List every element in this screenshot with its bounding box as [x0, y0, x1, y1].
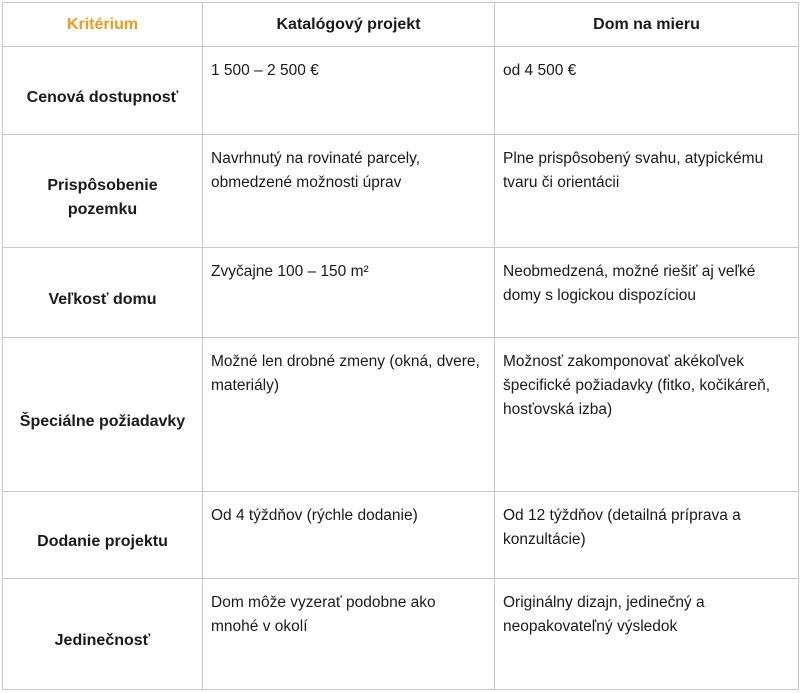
row-catalog-value: Zvyčajne 100 – 150 m² — [203, 248, 495, 338]
row-custom-value: Neobmedzená, možné riešiť aj veľké domy s logickou dispozíciou — [495, 248, 799, 338]
row-custom-value: Možnosť zakomponovať akékoľvek špecifické požiadavky (fitko, kočikáreň, hosťovská izba) — [495, 338, 799, 492]
row-catalog-value: Dom môže vyzerať podobne ako mnohé v okolí — [203, 579, 495, 690]
row-custom-value: od 4 500 € — [495, 47, 799, 135]
row-criterion: Cenová dostupnosť — [3, 47, 203, 135]
comparison-table — [2, 2, 799, 690]
row-catalog-value: Navrhnutý na rovinaté parcely, obmedzené možnosti úprav — [203, 135, 495, 248]
row-catalog-value: Možné len drobné zmeny (okná, dvere, materiály) — [203, 338, 495, 492]
table-header-row — [3, 3, 799, 47]
header-catalog-project: Katalógový projekt — [203, 3, 495, 47]
table-row — [3, 135, 799, 248]
row-custom-value: Od 12 týždňov (detailná príprava a konzultácie) — [495, 492, 799, 579]
row-custom-value: Plne prispôsobený svahu, atypickému tvaru či orientácii — [495, 135, 799, 248]
row-criterion: Dodanie projektu — [3, 492, 203, 579]
header-custom-house: Dom na mieru — [495, 3, 799, 47]
table-row — [3, 338, 799, 492]
header-criterion: Kritérium — [3, 3, 203, 47]
table-row — [3, 47, 799, 135]
table-row — [3, 579, 799, 690]
row-catalog-value: Od 4 týždňov (rýchle dodanie) — [203, 492, 495, 579]
row-catalog-value: 1 500 – 2 500 € — [203, 47, 495, 135]
row-criterion: Prispôsobenie pozemku — [3, 135, 203, 248]
table-row — [3, 248, 799, 338]
row-criterion: Jedinečnosť — [3, 579, 203, 690]
row-custom-value: Originálny dizajn, jedinečný a neopakovateľný výsledok — [495, 579, 799, 690]
table-row — [3, 492, 799, 579]
row-criterion: Veľkosť domu — [3, 248, 203, 338]
row-criterion: Špeciálne požiadavky — [3, 338, 203, 492]
